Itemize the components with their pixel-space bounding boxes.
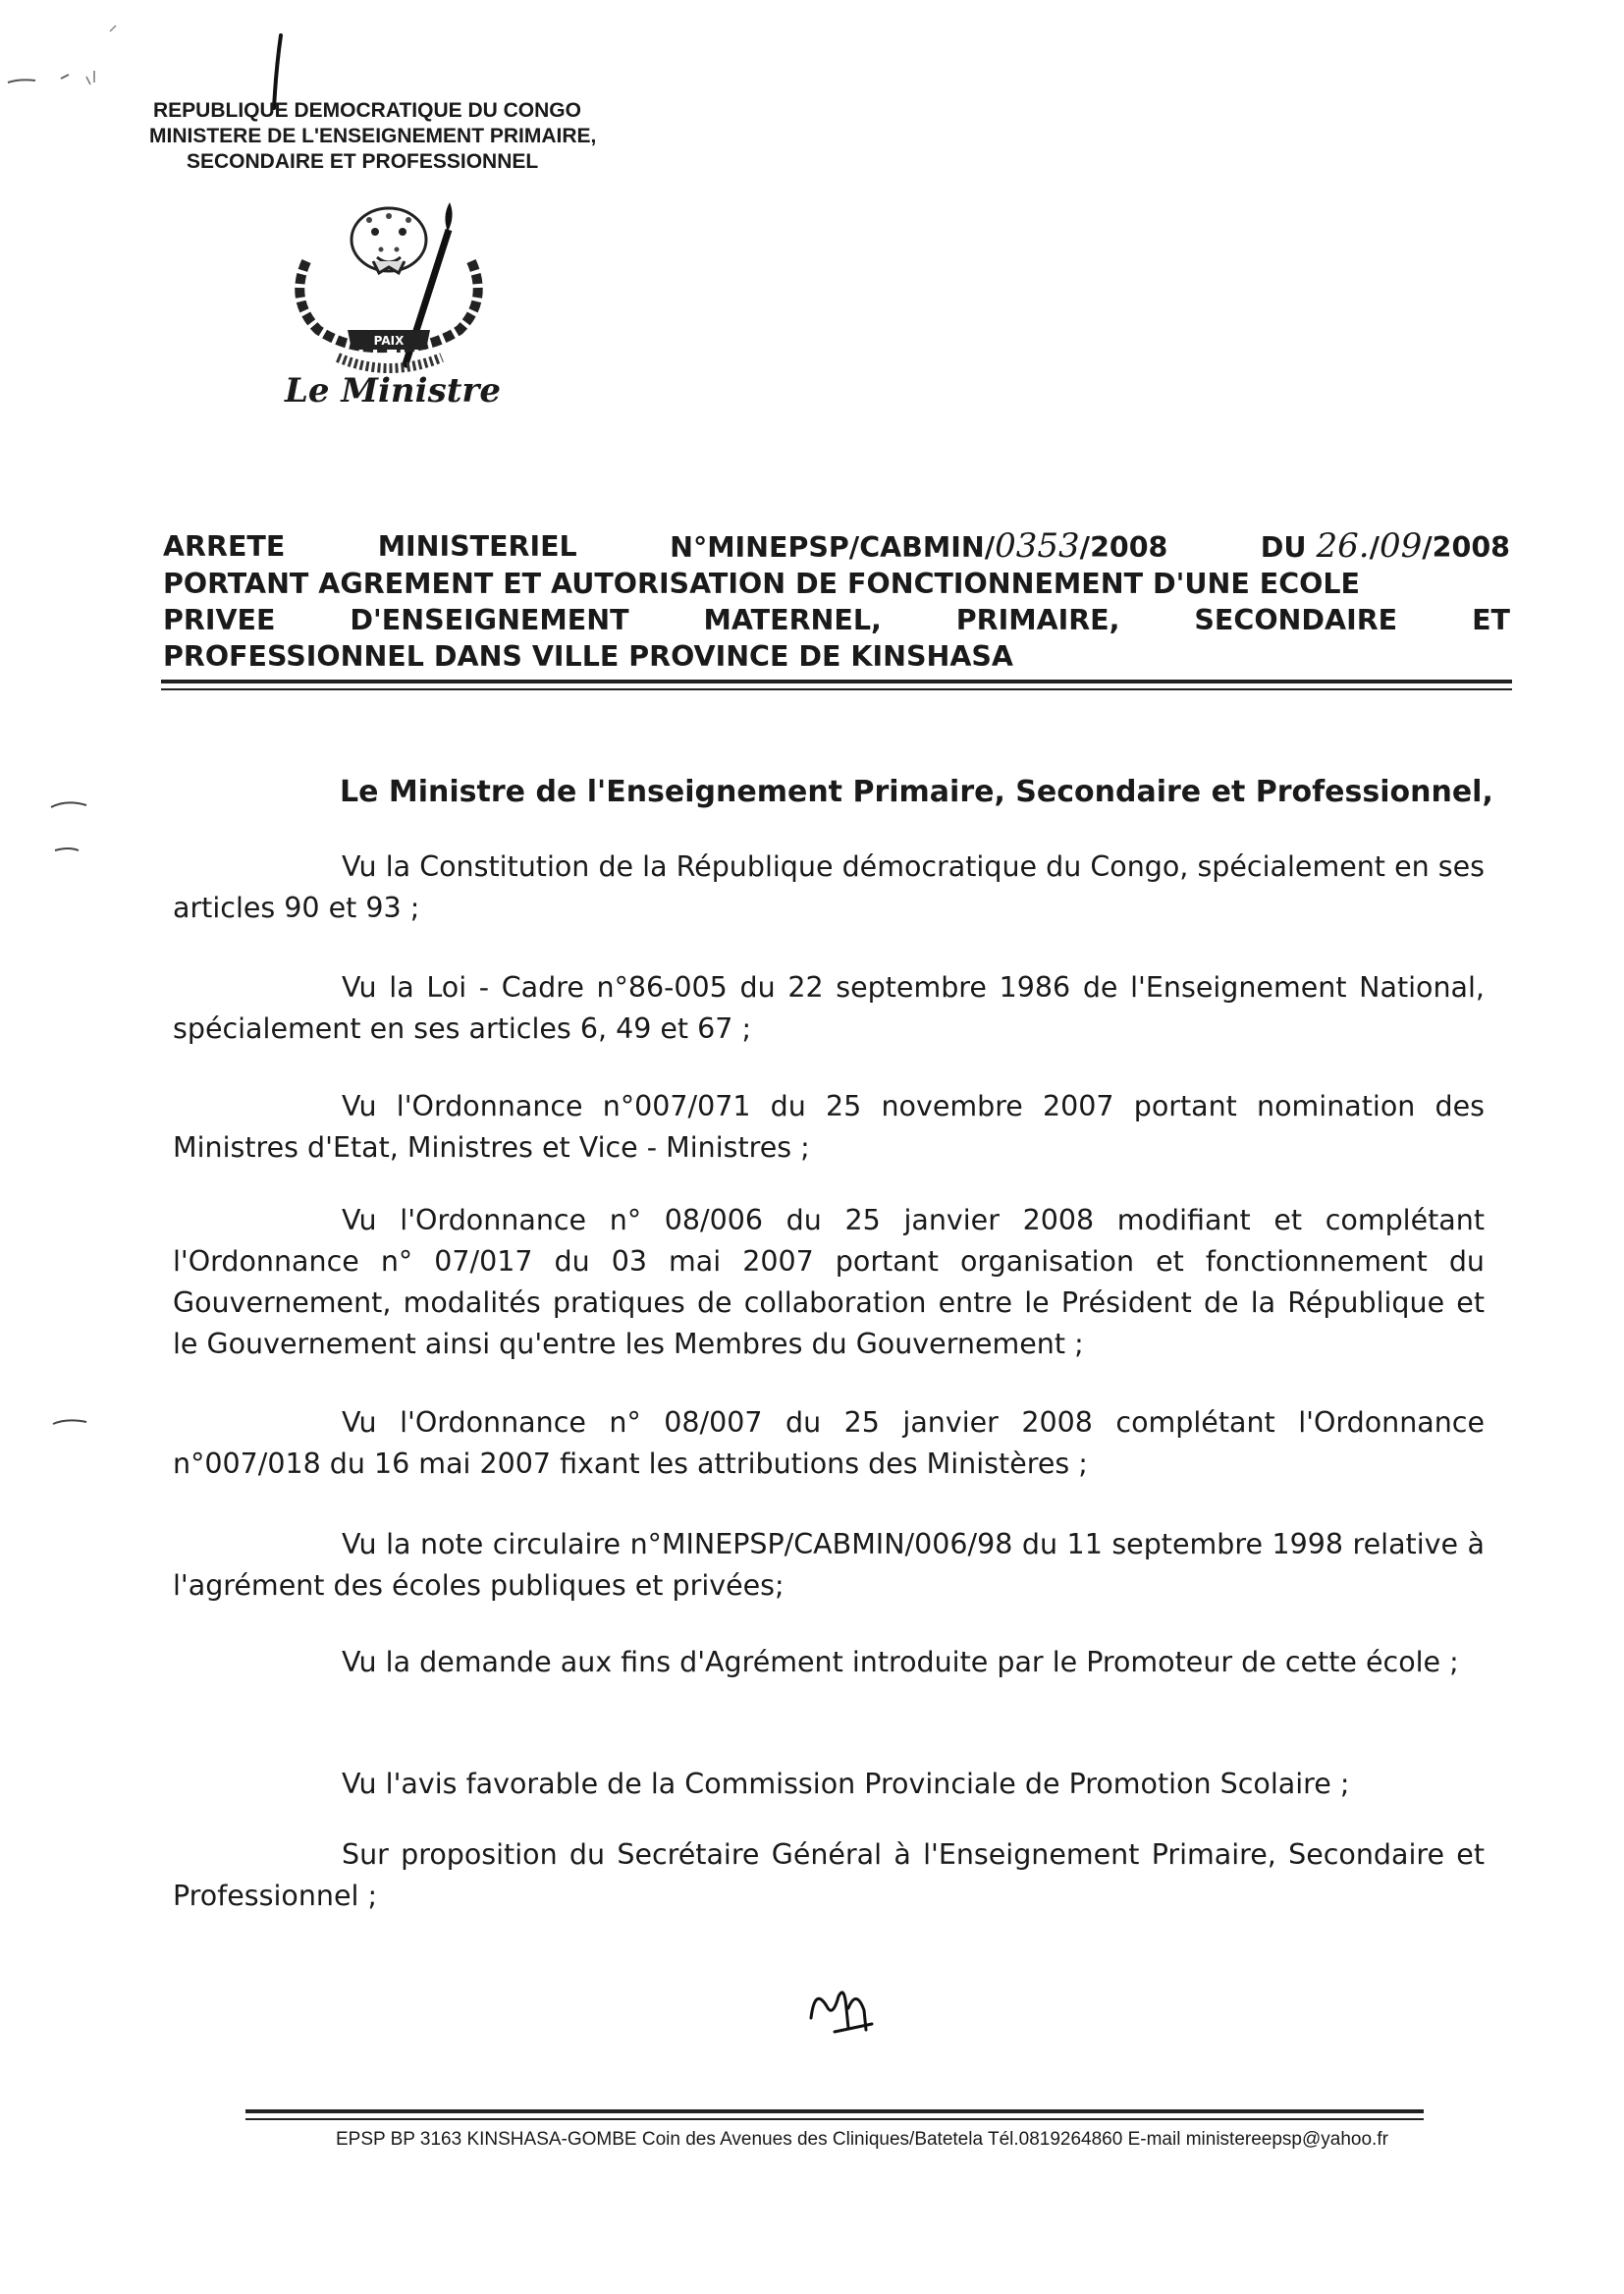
title-line-4: PROFESSIONNEL DANS VILLE PROVINCE DE KINSHASA xyxy=(163,640,1013,673)
footer-divider xyxy=(245,2109,1424,2120)
recital-paragraph: Vu la demande aux fins d'Agrément introduite par le Promoteur de cette école ; xyxy=(342,1646,1459,1678)
decree-month-handwritten: 09 xyxy=(1380,526,1423,566)
recital-paragraph: Vu la note circulaire n°MINEPSP/CABMIN/006/98 du 11 septembre 1998 relative à l'agrément des écoles publiques et privées; xyxy=(173,1528,1485,1602)
recital-paragraph: Vu l'Ordonnance n° 08/007 du 25 janvier 2008 complétant l'Ordonnance n°007/018 du 16 mai 2007 fixant les attributions des Ministères ; xyxy=(173,1406,1485,1480)
recital-paragraph: Vu l'avis favorable de la Commission Provinciale de Promotion Scolaire ; xyxy=(342,1768,1350,1800)
decree-subject: Le Ministre de l'Enseignement Primaire, Secondaire et Professionnel, xyxy=(340,775,1493,809)
margin-marks xyxy=(43,786,102,1453)
title-line-3: PRIVEE D'ENSEIGNEMENT MATERNEL, PRIMAIRE, SECONDAIRE ET xyxy=(163,604,1510,636)
minister-title: Le Ministre xyxy=(285,371,501,410)
recital-paragraph: Vu la Constitution de la République démocratique du Congo, spécialement en ses articles 90 et 93 ; xyxy=(173,850,1485,924)
decree-title xyxy=(163,528,1510,675)
footer-contact: EPSP BP 3163 KINSHASA-GOMBE Coin des Avenues des Cliniques/Batetela Tél.0819264860 E-mail ministereepsp@yahoo.fr xyxy=(336,2129,1388,2150)
decree-number-handwritten: 0353 xyxy=(995,526,1080,566)
coat-of-arms-icon xyxy=(279,192,495,379)
emblem-motto: PAIX xyxy=(373,334,405,348)
decree-number: N°MINEPSP/CABMIN/0353/2008 xyxy=(670,526,1168,566)
recital-paragraph: Vu l'Ordonnance n° 08/006 du 25 janvier 2008 modifiant et complétant l'Ordonnance n° 07/017 du 03 mai 2007 portant organisation et fonctionnement du Gouvernement, modalités pratiques de collaboration entre le Président de la République et le Gouvernement ainsi qu'entre les Membres du Gouvernement ; xyxy=(173,1204,1485,1360)
recital-paragraph: Vu la Loi - Cadre n°86-005 du 22 septembre 1986 de l'Enseignement National, spécialement en ses articles 6, 49 et 67 ; xyxy=(173,971,1485,1045)
letterhead-ministry: MINISTERE DE L'ENSEIGNEMENT PRIMAIRE, xyxy=(149,125,597,147)
title-line-1 xyxy=(163,528,1510,566)
title-line-2: PORTANT AGREMENT ET AUTORISATION DE FONCTIONNEMENT D'UNE ECOLE xyxy=(163,568,1360,600)
title-divider xyxy=(161,680,1512,690)
decree-date: DU 26./09/2008 xyxy=(1260,526,1510,566)
recital-paragraph: Sur proposition du Secrétaire Général à l'Enseignement Primaire, Secondaire et Professionnel ; xyxy=(173,1838,1485,1912)
scan-marks xyxy=(0,10,137,108)
letterhead-country: REPUBLIQUE DEMOCRATIQUE DU CONGO xyxy=(153,99,581,122)
decree-day-handwritten: 26. xyxy=(1316,526,1370,566)
title-word-ministeriel: MINISTERIEL xyxy=(377,530,577,563)
initials-signature xyxy=(805,1979,884,2038)
title-word-arrete: ARRETE xyxy=(163,530,286,563)
letterhead xyxy=(149,98,699,175)
recital-paragraph: Vu l'Ordonnance n°007/071 du 25 novembre 2007 portant nomination des Ministres d'Etat, Ministres et Vice - Ministres ; xyxy=(173,1090,1485,1164)
letterhead-ministry-cont: SECONDAIRE ET PROFESSIONNEL xyxy=(187,150,539,173)
